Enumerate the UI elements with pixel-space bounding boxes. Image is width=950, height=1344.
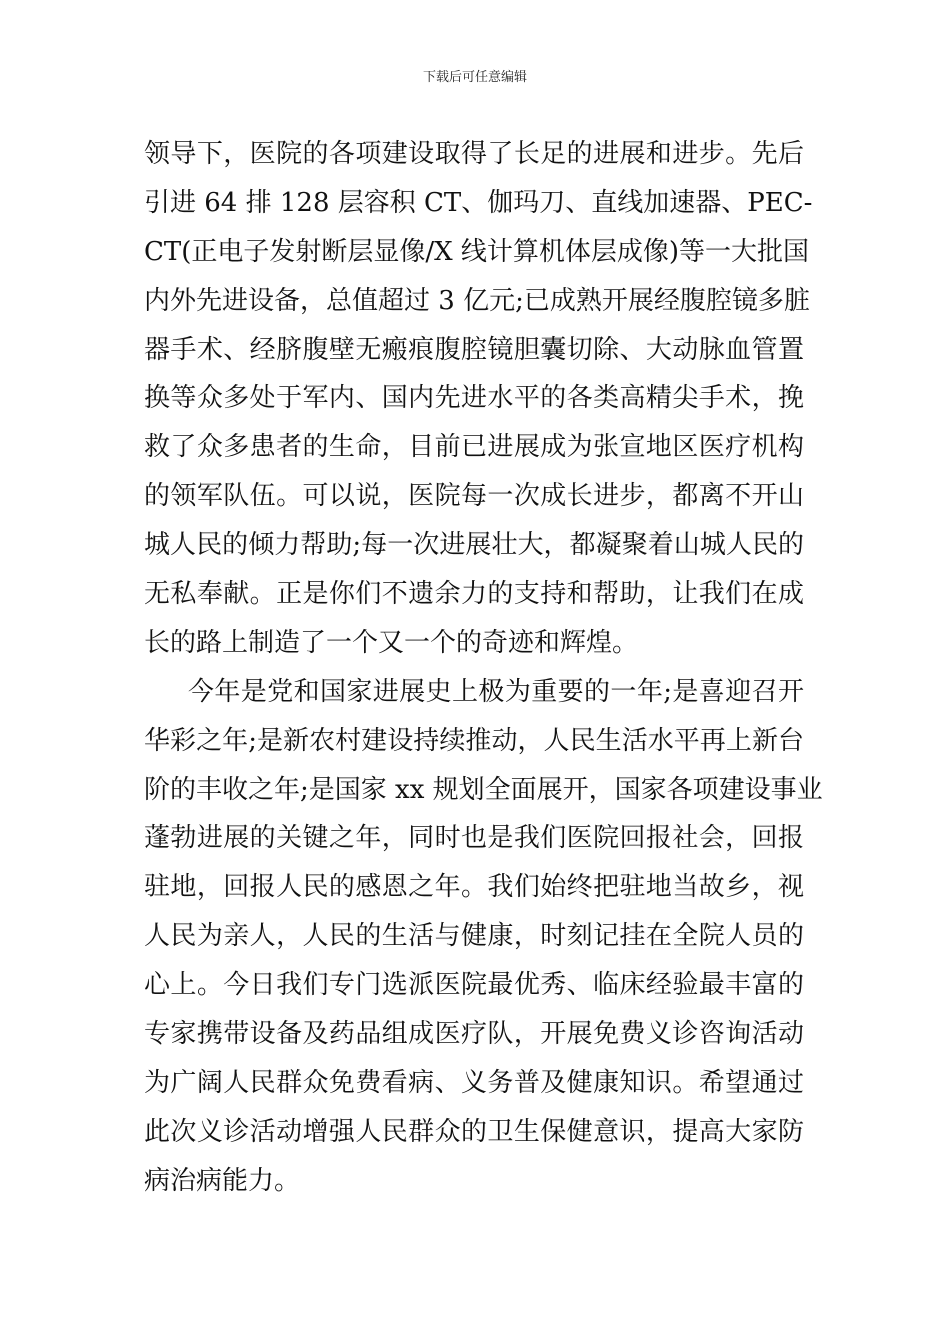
paragraph-2	[144, 668, 823, 1206]
text-line: 此次义诊活动增强人民群众的卫生保健意识，提高大家防	[144, 1116, 804, 1147]
text-line: 领导下，医院的各项建设取得了长足的进展和进步。先后	[144, 139, 804, 169]
text-line: 蓬勃进展的关键之年，同时也是我们医院回报社会，回报	[144, 823, 804, 854]
text-line: 专家携带设备及药品组成医疗队，开展免费义诊咨询活动	[144, 1019, 804, 1050]
text-line: CT(正电子发射断层显像/X 线计算机体层成像)等一大批国	[144, 236, 810, 267]
text-line: 无私奉献。正是你们不遗余力的支持和帮助，让我们在成	[144, 579, 804, 610]
text-line: 驻地，回报人民的感恩之年。我们始终把驻地当故乡，视	[144, 872, 804, 903]
text-line: 换等众多处于军内、国内先进水平的各类高精尖手术，挽	[144, 383, 804, 414]
text-line: 城人民的倾力帮助;每一次进展壮大，都凝聚着山城人民的	[144, 530, 804, 561]
text-line: 的领军队伍。可以说，医院每一次成长进步，都离不开山	[144, 481, 804, 512]
text-line: 内外先进设备，总值超过 3 亿元;已成熟开展经腹腔镜多脏	[144, 285, 810, 316]
text-line: 救了众多患者的生命，目前已进展成为张宣地区医疗机构	[144, 432, 804, 463]
text-line: 长的路上制造了一个又一个的奇迹和辉煌。	[144, 627, 639, 658]
text-line: 人民为亲人，人民的生活与健康，时刻记挂在全院人员的	[144, 921, 804, 952]
text-line: 器手术、经脐腹壁无瘢痕腹腔镜胆囊切除、大动脉血管置	[144, 334, 804, 365]
page-header: 下载后可任意编辑	[422, 70, 527, 85]
text-line: 华彩之年;是新农村建设持续推动，人民生活水平再上新台	[144, 725, 804, 756]
text-line: 今年是党和国家进展史上极为重要的一年;是喜迎召开	[188, 676, 804, 707]
document-body	[144, 130, 823, 1206]
text-line: 心上。今日我们专门选派医院最优秀、临床经验最丰富的	[144, 970, 804, 1001]
text-line: 引进 64 排 128 层容积 CT、伽玛刀、直线加速器、PEC-	[144, 187, 813, 218]
text-line: 病治病能力。	[144, 1165, 301, 1196]
text-line: 阶的丰收之年;是国家 xx 规划全面展开，国家各项建设事业	[144, 774, 823, 805]
text-line: 为广阔人民群众免费看病、义务普及健康知识。希望通过	[144, 1067, 804, 1098]
paragraph-1	[144, 130, 813, 668]
